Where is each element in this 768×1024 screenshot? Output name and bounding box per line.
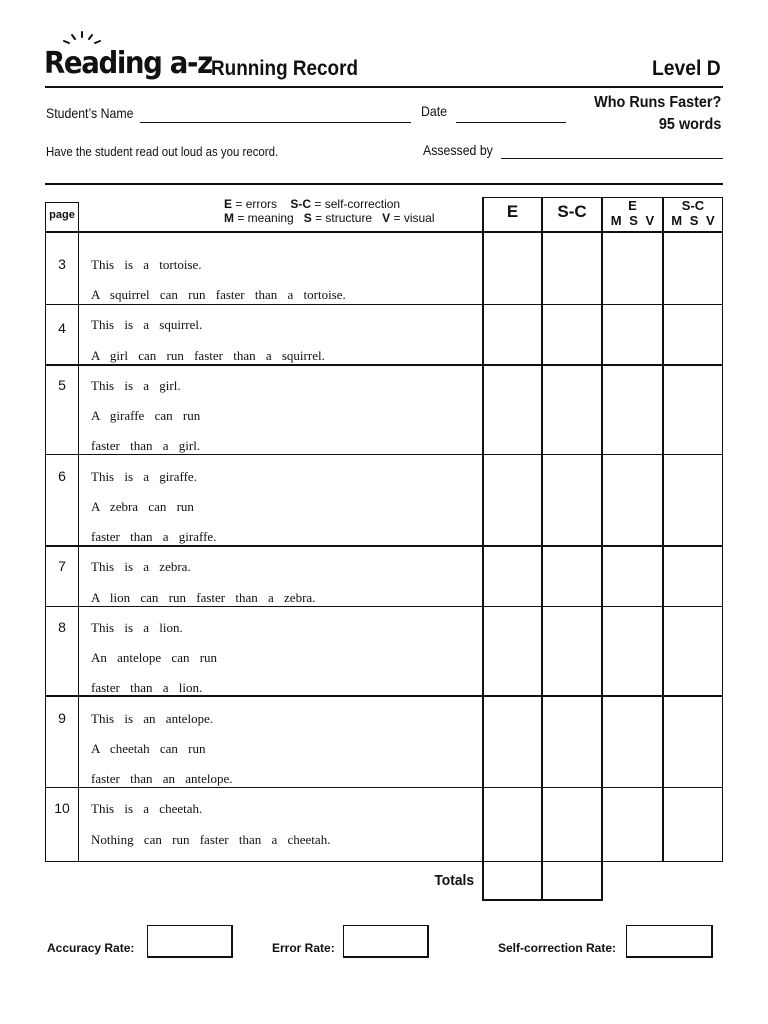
text-line: This is a tortoise.	[91, 257, 202, 272]
text-line: This is a squirrel.	[91, 317, 203, 332]
row-separator	[45, 304, 723, 305]
page-header-top-border	[45, 202, 79, 203]
table-left-border	[45, 202, 46, 862]
text-line: A squirrel can run faster than a tortoise.	[91, 287, 346, 302]
page-number: 10	[54, 800, 70, 816]
level-label: Level D	[652, 57, 721, 80]
legend-v-key: V	[382, 211, 391, 225]
section-rule	[45, 183, 723, 185]
legend-e-key: E	[224, 197, 233, 211]
student-name-label: Student’s Name	[46, 105, 134, 121]
header-rule	[45, 86, 723, 88]
totals-bottom-border	[482, 899, 603, 901]
row-separator	[45, 545, 723, 547]
table-right-border	[722, 197, 723, 862]
column-header-sc-msv	[664, 198, 722, 228]
column-header-page: page	[49, 209, 75, 221]
text-line: This is a zebra.	[91, 559, 191, 574]
legend-v-text: = visual	[390, 211, 435, 225]
assessed-by-field[interactable]	[501, 158, 723, 159]
text-line: A cheetah can run	[91, 741, 206, 756]
page-column-divider	[78, 202, 79, 862]
legend-sc-key: S-C	[290, 197, 312, 211]
text-line: faster than a girl.	[91, 438, 201, 453]
e-msv-column-left-border	[601, 197, 603, 900]
legend-line-2	[224, 211, 435, 225]
text-line: faster than a giraffe.	[91, 529, 217, 544]
row-separator	[45, 606, 723, 607]
text-line: This is a girl.	[91, 378, 181, 393]
text-line: A lion can run faster than a zebra.	[91, 590, 316, 605]
instruction-text: Have the student read out loud as you record.	[46, 144, 279, 159]
table-bottom-border	[45, 861, 723, 862]
row-separator	[45, 787, 723, 788]
page-number: 9	[58, 710, 66, 726]
text-line: This is a lion.	[91, 620, 183, 635]
totals-label: Totals	[434, 872, 474, 889]
text-line: This is an antelope.	[91, 711, 214, 726]
text-line: faster than a lion.	[91, 680, 203, 695]
row-separator	[45, 364, 723, 366]
text-line: Nothing can run faster than a cheetah.	[91, 832, 331, 847]
legend-m-key: M	[224, 211, 234, 225]
date-label: Date	[421, 103, 448, 119]
text-line: faster than an antelope.	[91, 771, 233, 786]
column-header-sc-msv-bottom: M S V	[671, 213, 715, 228]
self-correction-rate-label: Self-correction Rate:	[498, 941, 617, 955]
text-line: This is a cheetah.	[91, 801, 203, 816]
text-line: An antelope can run	[91, 650, 218, 665]
page-number: 7	[58, 558, 66, 574]
text-line: A zebra can run	[91, 499, 194, 514]
assessed-by-label: Assessed by	[423, 142, 493, 158]
word-count: 95 words	[658, 116, 721, 133]
legend-m-text: = meaning	[234, 211, 294, 225]
text-line: A giraffe can run	[91, 408, 201, 423]
text-line: A girl can run faster than a squirrel.	[91, 348, 325, 363]
student-name-field[interactable]	[140, 122, 411, 123]
page-number: 5	[58, 377, 66, 393]
row-separator	[45, 454, 723, 455]
book-title: Who Runs Faster?	[593, 94, 721, 111]
text-line: This is a giraffe.	[91, 469, 197, 484]
sc-column-left-border	[541, 197, 543, 900]
error-rate-label: Error Rate:	[272, 941, 335, 955]
legend	[224, 197, 435, 225]
accuracy-rate-label: Accuracy Rate:	[47, 941, 135, 955]
header-bottom-border	[45, 231, 723, 233]
e-column-left-border	[482, 197, 484, 900]
page-number: 4	[58, 320, 66, 336]
legend-line-1	[224, 197, 435, 211]
brand-logo: Reading a-z	[44, 46, 212, 81]
error-rate-field[interactable]	[343, 925, 429, 958]
legend-s-key: S	[303, 211, 312, 225]
column-header-e-msv-bottom: M S V	[610, 213, 655, 228]
column-header-e: E	[506, 202, 519, 221]
accuracy-rate-field[interactable]	[147, 925, 233, 958]
sc-msv-column-left-border	[662, 197, 664, 862]
page-number: 6	[58, 468, 66, 484]
book-title-block	[594, 92, 721, 136]
date-field[interactable]	[456, 122, 566, 123]
page-title: Running Record	[211, 57, 358, 80]
column-header-e-msv	[603, 198, 662, 228]
column-header-sc-msv-top: S-C	[681, 198, 705, 213]
legend-e-text: = errors	[232, 197, 278, 211]
page-number: 3	[58, 256, 66, 272]
legend-sc-text: = self-correction	[311, 197, 401, 211]
column-header-sc: S-C	[557, 202, 587, 221]
column-header-e-msv-top: E	[628, 198, 637, 213]
self-correction-rate-field[interactable]	[626, 925, 713, 958]
legend-s-text: = structure	[311, 211, 373, 225]
page-number: 8	[58, 619, 66, 635]
